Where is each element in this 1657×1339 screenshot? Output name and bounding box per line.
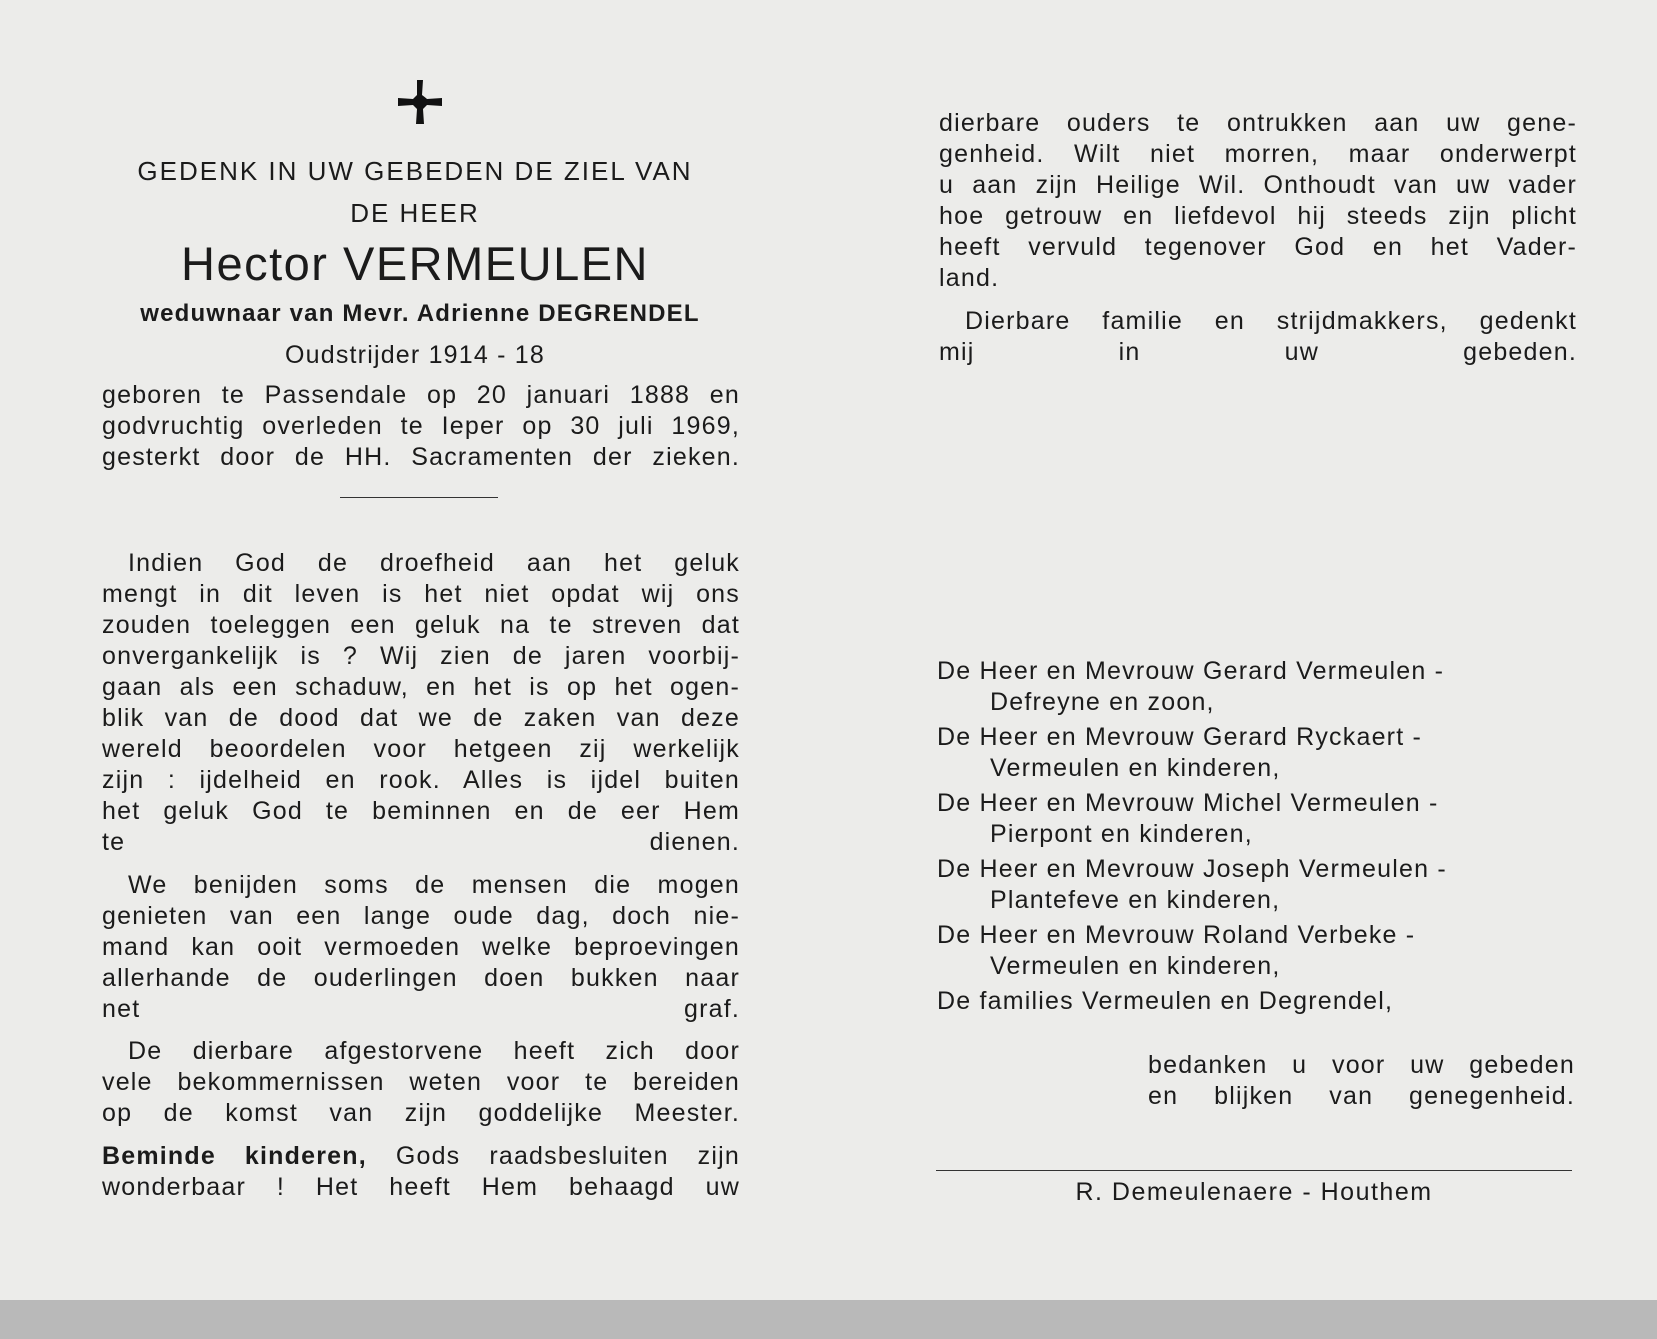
text-line: zijn : ijdelheid en rook. Alles is ijdel buiten bbox=[102, 766, 740, 794]
left-paragraph-2 bbox=[102, 870, 740, 1025]
deceased-name: Hector VERMEULEN bbox=[181, 237, 649, 290]
header-line-1: GEDENK IN UW GEBEDEN DE ZIEL VAN bbox=[137, 156, 693, 186]
birth-block bbox=[102, 380, 740, 473]
cross-icon bbox=[398, 80, 442, 124]
text-line: bedanken u voor uw gebeden bbox=[1148, 1051, 1575, 1079]
text-line: De dierbare afgestorvene heeft zich door bbox=[128, 1037, 740, 1065]
family-sub: Vermeulen en kinderen, bbox=[990, 952, 1281, 980]
widower-line: weduwnaar van Mevr. Adrienne DEGRENDEL bbox=[140, 300, 700, 327]
text-line: Dierbare familie en strijdmakkers, gedenkt bbox=[965, 307, 1577, 335]
scan-edge bbox=[0, 1300, 1657, 1339]
text-line: We benijden soms de mensen die mogen bbox=[128, 871, 740, 899]
family-name: De families Vermeulen en Degrendel, bbox=[937, 987, 1394, 1015]
family-sub: Pierpont en kinderen, bbox=[990, 820, 1253, 848]
birth-line: geboren te Passendale op 20 januari 1888 en bbox=[102, 381, 740, 409]
text-line: wonderbaar ! Het heeft Hem behaagd uw bbox=[102, 1173, 740, 1201]
family-name: De Heer en Mevrouw Roland Verbeke - bbox=[937, 921, 1416, 949]
text-line: genheid. Wilt niet morren, maar onderwerpt bbox=[939, 140, 1577, 168]
veteran-line: Oudstrijder 1914 - 18 bbox=[284, 341, 546, 369]
footer-divider bbox=[936, 1170, 1572, 1171]
header-line-2: DE HEER bbox=[350, 198, 480, 228]
divider bbox=[340, 497, 498, 498]
text-line: en blijken van genegenheid. bbox=[1148, 1082, 1575, 1110]
family-sub: Defreyne en zoon, bbox=[990, 688, 1215, 716]
text-line bbox=[102, 1141, 740, 1172]
text-line: u aan zijn Heilige Wil. Onthoudt van uw vader bbox=[939, 171, 1577, 199]
family-name: De Heer en Mevrouw Gerard Ryckaert - bbox=[937, 723, 1423, 751]
text-line: heeft vervuld tegenover God en het Vader- bbox=[939, 233, 1577, 261]
birth-line: godvruchtig overleden te Ieper op 30 juli 1969, bbox=[102, 412, 740, 440]
text-line: mij in uw gebeden. bbox=[939, 338, 1577, 366]
text-line: mand kan ooit vermoeden welke beproevingen bbox=[102, 933, 740, 961]
text-line: mengt in dit leven is het niet opdat wij ons bbox=[102, 580, 740, 608]
family-name: De Heer en Mevrouw Gerard Vermeulen - bbox=[937, 657, 1445, 685]
text-line: blik van de dood dat we de zaken van deze bbox=[102, 704, 740, 732]
right-paragraph-1 bbox=[939, 108, 1577, 294]
left-paragraph-3 bbox=[102, 1036, 740, 1129]
family-sub: Vermeulen en kinderen, bbox=[990, 754, 1281, 782]
text-line: op de komst van zijn goddelijke Meester. bbox=[102, 1099, 740, 1127]
family-name: De Heer en Mevrouw Michel Vermeulen - bbox=[937, 789, 1439, 817]
text-line: allerhande de ouderlingen doen bukken naar bbox=[102, 964, 740, 992]
text-line: land. bbox=[939, 264, 1000, 292]
printer-credit: R. Demeulenaere - Houthem bbox=[1075, 1178, 1433, 1206]
birth-line: gesterkt door de HH. Sacramenten der zieken. bbox=[102, 443, 740, 471]
text-line: Indien God de droefheid aan het geluk bbox=[128, 549, 740, 577]
left-paragraph-1 bbox=[102, 548, 740, 858]
text-line: wereld beoordelen voor hetgeen zij werkelijk bbox=[102, 735, 740, 763]
text-line: genieten van een lange oude dag, doch nie- bbox=[102, 902, 740, 930]
text-line: te dienen. bbox=[102, 828, 740, 856]
left-paragraph-4 bbox=[102, 1141, 740, 1203]
bold-phrase: Beminde kinderen, bbox=[102, 1142, 367, 1170]
family-sub: Plantefeve en kinderen, bbox=[990, 886, 1281, 914]
text-line: dierbare ouders te ontrukken aan uw gene- bbox=[939, 109, 1577, 137]
text-line: vele bekommernissen weten voor te bereiden bbox=[102, 1068, 740, 1096]
text-line: hoe getrouw en liefdevol hij steeds zijn plicht bbox=[939, 202, 1577, 230]
text-fragment: Gods raadsbesluiten zijn bbox=[395, 1142, 740, 1170]
text-line: het geluk God te beminnen en de eer Hem bbox=[102, 797, 740, 825]
text-line: zouden toeleggen een geluk na te streven dat bbox=[102, 611, 740, 639]
right-paragraph-2 bbox=[939, 306, 1577, 368]
text-line: net graf. bbox=[102, 995, 740, 1023]
thanks-block bbox=[1148, 1050, 1575, 1112]
family-name: De Heer en Mevrouw Joseph Vermeulen - bbox=[937, 855, 1447, 883]
text-line: gaan als een schaduw, en het is op het ogen- bbox=[102, 673, 740, 701]
text-line: onvergankelijk is ? Wij zien de jaren voorbij- bbox=[102, 642, 740, 670]
